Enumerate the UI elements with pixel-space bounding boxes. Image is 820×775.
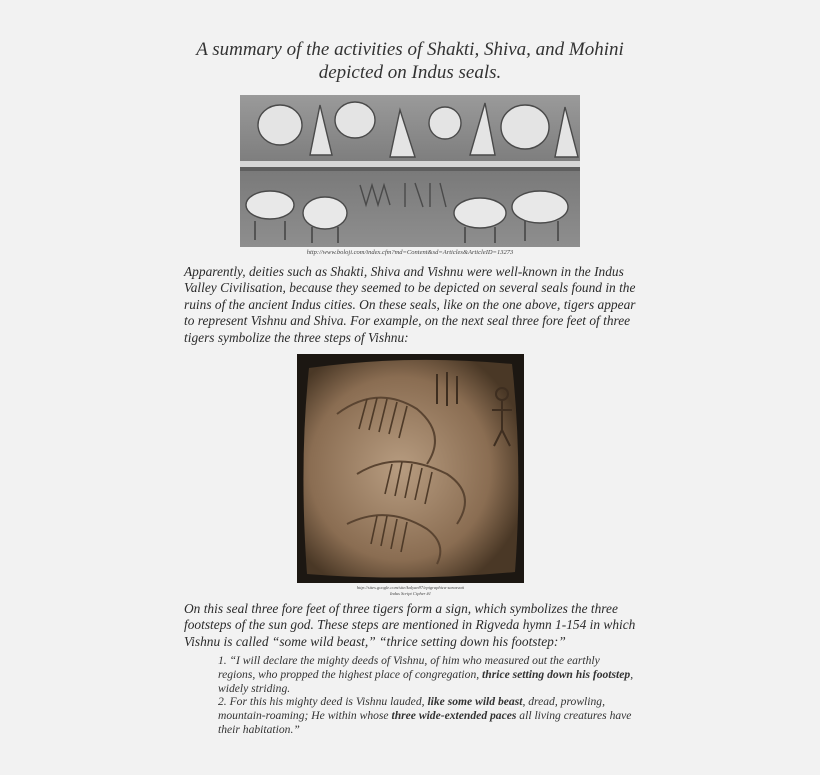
- title-line-1: A summary of the activities of Shakti, Shiva, and Mohini: [196, 39, 624, 60]
- figure1-caption: http://www.boloji.com/index.cfm?md=Content&sd=Articles&ArticleID=13273: [306, 249, 514, 256]
- seal-impression-drawing: [240, 95, 580, 247]
- page-title: [150, 38, 670, 84]
- hymn-v2-text-c: , dread, prowling, mountain-roaming; He within whose: [218, 695, 605, 723]
- figure2-caption-line-1: http://sites.google.com/site/kalyan97/epigraphica-sarasvati: [356, 585, 465, 590]
- paragraph-2: On this seal three fore feet of three tigers form a sign, which symbolizes the three footsteps of the sun god. These steps are mentioned in Rigveda hymn 1-154 in which Vishnu is called “some wild beast,” “thrice setting down his footstep:”: [184, 601, 636, 649]
- hymn-v2-emphasis-2: three wide-extended paces: [391, 709, 517, 723]
- indus-seal-impression-image: [240, 95, 580, 247]
- title-line-2: depicted on Indus seals.: [318, 62, 502, 83]
- hymn-v2-emphasis-1: like some wild beast: [427, 695, 523, 709]
- three-tigers-seal-image: [297, 354, 524, 583]
- hymn-v2-text-a: 2. For this his mighty deed is Vishnu lauded,: [218, 695, 428, 709]
- three-tigers-seal-drawing: [297, 354, 524, 583]
- figure2-caption: [297, 585, 524, 597]
- hymn-v1-text-c: , widely striding.: [218, 667, 634, 695]
- hymn-verse-1: [218, 654, 638, 695]
- hymn-v1-emphasis: thrice setting down his footstep: [482, 667, 631, 681]
- hymn-verse-2: [218, 695, 638, 736]
- hymn-quote: [218, 654, 638, 737]
- hymn-v2-text-e: all living creatures have their habitation.”: [218, 709, 632, 736]
- figure2-caption-line-2: Indus Script Cipher #1: [389, 591, 432, 596]
- hymn-v1-text-a: 1. “I will declare the mighty deeds of Vishnu, of him who measured out the earthly regions, who propped the highest place of congregation,: [218, 654, 600, 681]
- paragraph-1: Apparently, deities such as Shakti, Shiva and Vishnu were well-known in the Indus Valley Civilisation, because they seemed to be depicted on several seals found in the ruins of the ancient Indus cities. On these seals, like on the one above, tigers appear to represent Vishnu and Shiva. For example, on the next seal three fore feet of three tigers symbolize the three steps of Vishnu:: [184, 264, 636, 345]
